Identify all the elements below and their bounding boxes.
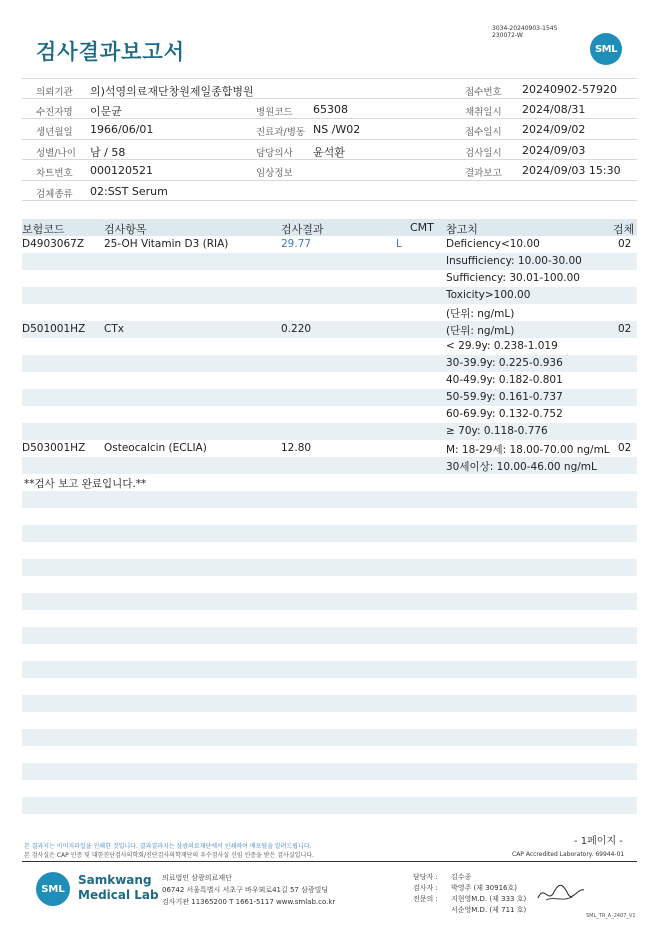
header-result: 검사결과 — [281, 223, 324, 236]
lab-address — [162, 872, 335, 908]
result-value: 12.80 — [281, 442, 312, 454]
header-item: 검사항목 — [104, 223, 147, 236]
dept-label: 진료과/병동 — [256, 127, 306, 138]
logo-line1: Samkwang — [78, 873, 152, 887]
staff-row — [413, 894, 526, 905]
specimen-label: 검체종류 — [36, 188, 73, 200]
staff-row — [413, 883, 526, 894]
address-line2: 06742 서울특별시 서초구 바우뫼로41길 57 삼광빌딩 — [162, 886, 329, 894]
logo-line2: Medical Lab — [78, 888, 159, 902]
result-ref: < 29.9y: 0.238-1.019 — [446, 340, 558, 352]
footer-note-2: 본 검사실은 CAP 인증 및 대한진단검사의학회/진단검사의학재단의 우수검사실 신임 인증을 받은 검사실입니다. — [24, 852, 314, 859]
result-code: D4903067Z — [22, 238, 85, 250]
receipt-no-value: 20240902-57920 — [522, 83, 617, 96]
result-ref: Insufficiency: 10.00-30.00 — [446, 255, 582, 267]
signature-icon — [536, 880, 586, 906]
staff-label: 검사자 : — [413, 884, 438, 892]
document-code-line2: 230072-W — [492, 32, 523, 39]
info-row — [22, 181, 637, 202]
table-row — [22, 440, 637, 457]
chart-no-value: 000120521 — [90, 164, 153, 177]
table-row — [22, 355, 637, 372]
result-ref: Toxicity>100.00 — [446, 289, 531, 301]
result-ref: 40-49.9y: 0.182-0.801 — [446, 374, 563, 386]
table-row — [22, 389, 637, 406]
doctor-label: 담당의사 — [256, 147, 293, 159]
table-row — [22, 304, 637, 321]
result-table-body — [22, 236, 637, 474]
chart-no-label: 차트번호 — [36, 168, 73, 179]
empty-row — [22, 491, 637, 508]
completion-note: **검사 보고 완료입니다.** — [24, 478, 147, 490]
empty-row — [22, 661, 637, 678]
table-row — [22, 321, 637, 338]
staff-label: 전문의 : — [413, 895, 438, 903]
empty-row — [22, 559, 637, 576]
table-row — [22, 338, 637, 355]
samkwang-logo-text — [78, 873, 159, 903]
result-ref: ≥ 70y: 0.118-0.776 — [446, 425, 548, 437]
sml-logo-icon: SML — [590, 33, 622, 65]
table-row — [22, 372, 637, 389]
result-ref: M: 18-29세: 18.00-70.00 ng/mL — [446, 444, 610, 456]
address-line3: 검사기관 11365200 T 1661-5117 www.smlab.co.kr — [162, 898, 336, 906]
institution-value: 의)석영의료재단창원제일종합병원 — [90, 85, 254, 98]
table-row — [22, 236, 637, 253]
result-ref: 50-59.9y: 0.161-0.737 — [446, 391, 563, 403]
table-row — [22, 287, 637, 304]
result-table — [22, 219, 637, 491]
ward-code-label: 병원코드 — [256, 106, 293, 118]
footer-note-1: 본 결과지는 이미지파일을 인쇄한 것입니다. 결과결과지는 삼광의료재단에서 인쇄하여 배포될을 알려드립니다. — [24, 843, 312, 850]
patient-name-label: 수진자명 — [36, 106, 73, 118]
empty-row — [22, 593, 637, 610]
ward-code-value: 65308 — [313, 102, 348, 116]
patient-name-value: 이문균 — [90, 104, 122, 118]
result-value: 29.77 — [281, 238, 312, 250]
result-ref: 30-39.9y: 0.225-0.936 — [446, 357, 563, 369]
header-code: 보험코드 — [22, 223, 65, 236]
result-specimen: 02 — [618, 323, 632, 335]
table-row — [22, 253, 637, 270]
tested-label: 검사일시 — [465, 147, 502, 159]
result-item: Osteocalcin (ECLIA) — [104, 442, 207, 454]
info-row — [22, 119, 637, 140]
staff-label: 담당자 : — [413, 873, 438, 881]
table-row — [22, 270, 637, 287]
result-ref: (단위: ng/mL) — [446, 325, 515, 337]
receipt-no-label: 접수번호 — [465, 87, 502, 98]
result-specimen: 02 — [618, 238, 632, 250]
dob-label: 생년월일 — [36, 127, 73, 138]
info-row — [22, 78, 637, 99]
info-row — [22, 160, 637, 181]
staff-row — [413, 905, 526, 916]
table-row — [22, 457, 637, 474]
samkwang-logo-icon: SML — [36, 872, 70, 906]
empty-row — [22, 627, 637, 644]
tested-value: 2024/09/03 — [522, 143, 586, 157]
result-ref: Deficiency<10.00 — [446, 238, 540, 250]
collected-value: 2024/08/31 — [522, 102, 586, 116]
dept-value: NS /W02 — [313, 123, 361, 136]
staff-value: 지현영M.D. (제 333 호) — [451, 895, 527, 903]
staff-value: 박영주 (제 30916호) — [451, 884, 517, 892]
document-code-line1: 3034-20240903-1545 — [492, 25, 558, 32]
staff-row — [413, 872, 526, 883]
collected-label: 채취일시 — [465, 106, 502, 118]
received-label: 접수일시 — [465, 127, 502, 138]
cap-accreditation: CAP Accredited Laboratory. 69944-01 — [512, 851, 625, 858]
completion-note-row — [22, 474, 637, 491]
table-row — [22, 423, 637, 440]
footer-notes — [24, 842, 314, 860]
sex-age-value: 남 / 58 — [90, 145, 126, 159]
staff-list — [413, 872, 526, 916]
doctor-value: 윤석환 — [313, 145, 345, 159]
info-row — [22, 99, 637, 120]
header-cmt: CMT — [410, 221, 434, 234]
report-title: 검사결과보고서 — [36, 40, 186, 64]
dob-value: 1966/06/01 — [90, 123, 154, 136]
page-number: - 1페이지 - — [574, 836, 623, 847]
patient-info-grid — [22, 78, 637, 201]
clinical-label: 임상정보 — [256, 168, 293, 179]
institution-label: 의뢰기관 — [36, 87, 73, 98]
address-line1: 의료법인 삼광의료재단 — [162, 874, 232, 882]
reported-label: 결과보고 — [465, 168, 502, 179]
empty-row — [22, 763, 637, 780]
empty-rows — [22, 491, 637, 831]
result-code: D503001HZ — [22, 442, 86, 454]
result-table-header — [22, 219, 637, 236]
specimen-value: 02:SST Serum — [90, 184, 168, 198]
header-ref: 참고치 — [446, 223, 478, 236]
result-ref: (단위: ng/mL) — [446, 308, 515, 320]
footer-divider — [22, 861, 637, 862]
form-code: SML_TR_A_2407_V1 — [586, 913, 636, 919]
table-row — [22, 406, 637, 423]
empty-row — [22, 797, 637, 814]
empty-row — [22, 695, 637, 712]
result-ref: Sufficiency: 30.01-100.00 — [446, 272, 580, 284]
result-item: 25-OH Vitamin D3 (RIA) — [104, 238, 229, 250]
received-value: 2024/09/02 — [522, 123, 586, 136]
result-value: 0.220 — [281, 323, 312, 335]
staff-value: 김수종 — [451, 873, 472, 881]
empty-row — [22, 729, 637, 746]
result-ref: 30세이상: 10.00-46.00 ng/mL — [446, 461, 597, 473]
sex-age-label: 성별/나이 — [36, 147, 76, 159]
info-row — [22, 140, 637, 161]
header-specimen: 검체 — [613, 223, 635, 236]
empty-row — [22, 525, 637, 542]
staff-value: 서순영M.D. (제 711 호) — [451, 906, 527, 914]
result-specimen: 02 — [618, 442, 632, 454]
result-code: D501001HZ — [22, 323, 86, 335]
document-code — [492, 25, 557, 39]
reported-value: 2024/09/03 15:30 — [522, 164, 621, 177]
result-ref: 60-69.9y: 0.132-0.752 — [446, 408, 563, 420]
result-cmt: L — [396, 238, 402, 250]
result-item: CTx — [104, 323, 124, 335]
